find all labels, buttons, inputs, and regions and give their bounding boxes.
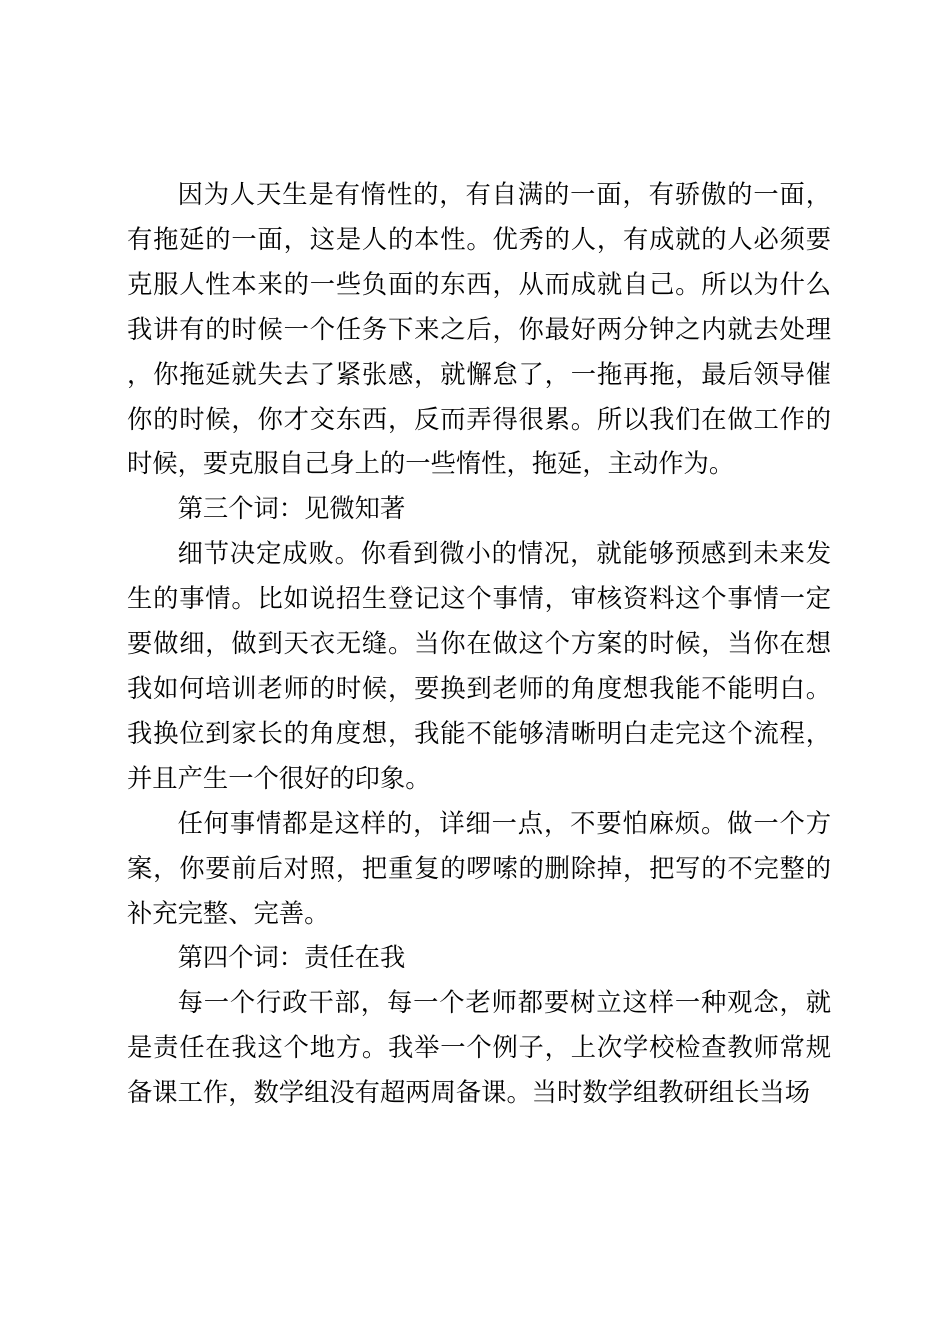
heading-fourth-word: 第四个词：责任在我 — [177, 943, 406, 973]
paragraph-inertia: 因为人天生是有惰性的，有自满的一面，有骄傲的一面，有拖延的一面，这是人的本性。优秀的人，有成就的人必须要克服人性本来的一些负面的东西，从而成就自己。所以为什么我讲有的时候一个任务下来之后，你最好两分钟之内就去处理，你拖延就失去了紧张感，就懈怠了，一拖再拖，最后领导催你的时候，你才交东西，反而弄得很累。所以我们在做工作的时候，要克服自己身上的一些惰性，拖延，主动作为。 — [127, 180, 831, 479]
paragraph-no-trouble: 任何事情都是这样的，详细一点，不要怕麻烦。做一个方案，你要前后对照，把重复的啰嗦的删除掉，把写的不完整的补充完整、完善。 — [127, 808, 831, 928]
paragraph-details: 细节决定成败。你看到微小的情况，就能够预感到未来发生的事情。比如说招生登记这个事情，审核资料这个事情一定要做细，做到天衣无缝。当你在做这个方案的时候，当你在想我如何培训老师的时候，要换到老师的角度想我能不能明白。我换位到家长的角度想，我能不能够清晰明白走完这个流程，并且产生一个很好的印象。 — [127, 539, 831, 793]
document-body — [127, 173, 831, 1116]
paragraph-responsibility: 每一个行政干部，每一个老师都要树立这样一种观念，就是责任在我这个地方。我举一个例子，上次学校检查教师常规备课工作，数学组没有超两周备课。当时数学组教研组长当场 — [127, 988, 831, 1108]
heading-third-word: 第三个词：见微知著 — [177, 494, 406, 524]
